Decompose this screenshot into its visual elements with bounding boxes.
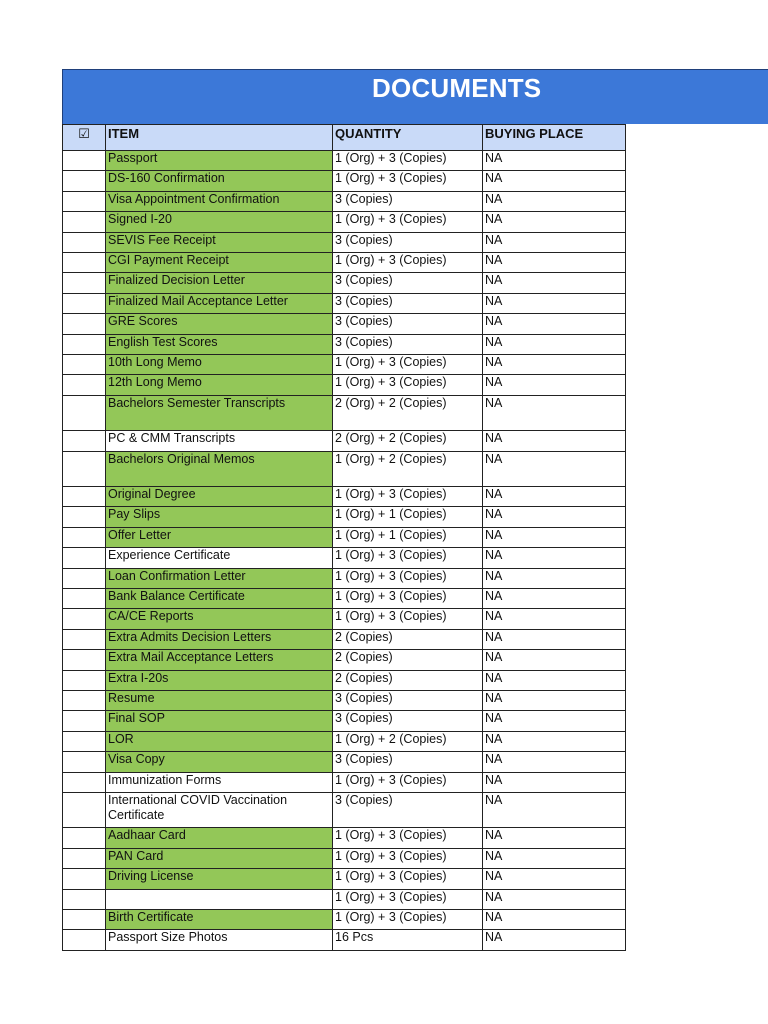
quantity-column-header: QUANTITY [333,125,483,151]
table-row [63,609,626,629]
item-cell: SEVIS Fee Receipt [106,232,333,252]
item-cell: Aadhaar Card [106,828,333,848]
checkbox-cell[interactable] [63,670,106,690]
item-cell: Original Degree [106,487,333,507]
quantity-cell: 1 (Org) + 3 (Copies) [333,889,483,909]
buying-place-cell: NA [483,889,626,909]
table-row [63,629,626,649]
checkbox-cell[interactable] [63,293,106,313]
checkbox-cell[interactable] [63,609,106,629]
buying-place-cell: NA [483,828,626,848]
quantity-cell: 2 (Org) + 2 (Copies) [333,395,483,431]
checkbox-cell[interactable] [63,930,106,950]
item-cell: Passport [106,151,333,171]
table-row [63,431,626,451]
buying-place-cell: NA [483,848,626,868]
buying-place-column-header: BUYING PLACE [483,125,626,151]
table-row [63,191,626,211]
item-cell: Extra I-20s [106,670,333,690]
item-cell: Birth Certificate [106,910,333,930]
checkbox-cell[interactable] [63,772,106,792]
item-cell: International COVID Vaccination Certificate [106,792,333,828]
item-column-header: ITEM [106,125,333,151]
checkbox-cell[interactable] [63,171,106,191]
buying-place-cell: NA [483,731,626,751]
item-cell: Visa Appointment Confirmation [106,191,333,211]
checkbox-cell[interactable] [63,792,106,828]
buying-place-cell: NA [483,930,626,950]
checkbox-cell[interactable] [63,395,106,431]
buying-place-cell: NA [483,711,626,731]
item-cell: LOR [106,731,333,751]
buying-place-cell: NA [483,431,626,451]
table-row [63,507,626,527]
item-cell: 12th Long Memo [106,375,333,395]
buying-place-cell: NA [483,527,626,547]
quantity-cell: 3 (Copies) [333,191,483,211]
item-cell: Bank Balance Certificate [106,589,333,609]
checkbox-cell[interactable] [63,375,106,395]
table-row [63,589,626,609]
table-row [63,395,626,431]
buying-place-cell: NA [483,252,626,272]
buying-place-cell: NA [483,568,626,588]
table-row [63,869,626,889]
table-row [63,212,626,232]
quantity-cell: 1 (Org) + 2 (Copies) [333,731,483,751]
buying-place-cell: NA [483,314,626,334]
quantity-cell: 1 (Org) + 3 (Copies) [333,910,483,930]
table-row [63,711,626,731]
checkbox-cell[interactable] [63,548,106,568]
checkbox-cell[interactable] [63,629,106,649]
item-cell: Offer Letter [106,527,333,547]
table-row [63,151,626,171]
table-row [63,451,626,487]
checkbox-cell[interactable] [63,589,106,609]
item-cell: Bachelors Original Memos [106,451,333,487]
buying-place-cell: NA [483,212,626,232]
item-cell: Experience Certificate [106,548,333,568]
table-row [63,650,626,670]
buying-place-cell: NA [483,151,626,171]
header-row [63,125,626,151]
buying-place-cell: NA [483,910,626,930]
checkbox-cell[interactable] [63,910,106,930]
quantity-cell: 1 (Org) + 3 (Copies) [333,171,483,191]
item-cell: 10th Long Memo [106,354,333,374]
checkbox-cell[interactable] [63,568,106,588]
table-row [63,334,626,354]
quantity-cell: 3 (Copies) [333,293,483,313]
quantity-cell: 1 (Org) + 3 (Copies) [333,548,483,568]
item-cell: PC & CMM Transcripts [106,431,333,451]
buying-place-cell: NA [483,548,626,568]
checkbox-header-icon: ☑ [63,125,106,151]
checkbox-cell[interactable] [63,507,106,527]
quantity-cell: 3 (Copies) [333,690,483,710]
table-row [63,670,626,690]
quantity-cell: 1 (Org) + 3 (Copies) [333,568,483,588]
buying-place-cell: NA [483,650,626,670]
table-row [63,293,626,313]
item-cell: Pay Slips [106,507,333,527]
quantity-cell: 3 (Copies) [333,752,483,772]
quantity-cell: 2 (Copies) [333,670,483,690]
buying-place-cell: NA [483,375,626,395]
buying-place-cell: NA [483,629,626,649]
table-row [63,930,626,950]
quantity-cell: 1 (Org) + 2 (Copies) [333,451,483,487]
table-row [63,690,626,710]
table-row [63,314,626,334]
item-cell: Immunization Forms [106,772,333,792]
item-cell: Driving License [106,869,333,889]
checkbox-cell[interactable] [63,752,106,772]
quantity-cell: 3 (Copies) [333,334,483,354]
table-row [63,792,626,828]
checkbox-cell[interactable] [63,191,106,211]
table-row [63,910,626,930]
checkbox-cell[interactable] [63,273,106,293]
table-row [63,252,626,272]
buying-place-cell: NA [483,273,626,293]
checkbox-cell[interactable] [63,711,106,731]
table-row [63,731,626,751]
quantity-cell: 2 (Copies) [333,629,483,649]
quantity-cell: 1 (Org) + 3 (Copies) [333,828,483,848]
item-cell: Extra Admits Decision Letters [106,629,333,649]
checkbox-cell[interactable] [63,232,106,252]
table-row [63,487,626,507]
quantity-cell: 2 (Org) + 2 (Copies) [333,431,483,451]
buying-place-cell: NA [483,690,626,710]
quantity-cell: 1 (Org) + 3 (Copies) [333,212,483,232]
quantity-cell: 1 (Org) + 3 (Copies) [333,848,483,868]
item-cell: Loan Confirmation Letter [106,568,333,588]
checkbox-cell[interactable] [63,650,106,670]
quantity-cell: 1 (Org) + 1 (Copies) [333,527,483,547]
quantity-cell: 1 (Org) + 3 (Copies) [333,354,483,374]
quantity-cell: 2 (Copies) [333,650,483,670]
checkbox-cell[interactable] [63,527,106,547]
table-row [63,568,626,588]
checkbox-cell[interactable] [63,690,106,710]
item-cell: Finalized Decision Letter [106,273,333,293]
quantity-cell: 16 Pcs [333,930,483,950]
table-row [63,232,626,252]
quantity-cell: 3 (Copies) [333,232,483,252]
item-cell: DS-160 Confirmation [106,171,333,191]
buying-place-cell: NA [483,354,626,374]
page-title: DOCUMENTS [372,73,542,103]
item-cell: Signed I-20 [106,212,333,232]
checkbox-cell[interactable] [63,869,106,889]
quantity-cell: 3 (Copies) [333,792,483,828]
item-cell: CGI Payment Receipt [106,252,333,272]
title-banner [62,69,768,124]
item-cell: English Test Scores [106,334,333,354]
table-row [63,848,626,868]
buying-place-cell: NA [483,670,626,690]
quantity-cell: 1 (Org) + 3 (Copies) [333,375,483,395]
checkbox-cell[interactable] [63,252,106,272]
buying-place-cell: NA [483,171,626,191]
table-row [63,527,626,547]
item-cell [106,889,333,909]
quantity-cell: 1 (Org) + 1 (Copies) [333,507,483,527]
table-body [63,151,626,951]
quantity-cell: 3 (Copies) [333,711,483,731]
item-cell: Visa Copy [106,752,333,772]
checkbox-cell[interactable] [63,451,106,487]
buying-place-cell: NA [483,589,626,609]
quantity-cell: 1 (Org) + 3 (Copies) [333,151,483,171]
quantity-cell: 1 (Org) + 3 (Copies) [333,589,483,609]
buying-place-cell: NA [483,293,626,313]
buying-place-cell: NA [483,752,626,772]
checkbox-cell[interactable] [63,731,106,751]
checkbox-cell[interactable] [63,431,106,451]
table-row [63,171,626,191]
buying-place-cell: NA [483,792,626,828]
quantity-cell: 1 (Org) + 3 (Copies) [333,869,483,889]
buying-place-cell: NA [483,395,626,431]
table-row [63,828,626,848]
buying-place-cell: NA [483,609,626,629]
quantity-cell: 1 (Org) + 3 (Copies) [333,772,483,792]
item-cell: Passport Size Photos [106,930,333,950]
quantity-cell: 1 (Org) + 3 (Copies) [333,252,483,272]
buying-place-cell: NA [483,869,626,889]
buying-place-cell: NA [483,232,626,252]
item-cell: Extra Mail Acceptance Letters [106,650,333,670]
table-row [63,375,626,395]
buying-place-cell: NA [483,191,626,211]
item-cell: GRE Scores [106,314,333,334]
item-cell: PAN Card [106,848,333,868]
quantity-cell: 1 (Org) + 3 (Copies) [333,609,483,629]
table-row [63,772,626,792]
checkbox-cell[interactable] [63,212,106,232]
table-row [63,354,626,374]
documents-table [62,124,626,951]
quantity-cell: 1 (Org) + 3 (Copies) [333,487,483,507]
item-cell: Bachelors Semester Transcripts [106,395,333,431]
buying-place-cell: NA [483,334,626,354]
quantity-cell: 3 (Copies) [333,314,483,334]
table-row [63,752,626,772]
buying-place-cell: NA [483,487,626,507]
item-cell: Finalized Mail Acceptance Letter [106,293,333,313]
item-cell: Resume [106,690,333,710]
checkbox-cell[interactable] [63,354,106,374]
buying-place-cell: NA [483,451,626,487]
buying-place-cell: NA [483,772,626,792]
checkbox-cell[interactable] [63,828,106,848]
item-cell: CA/CE Reports [106,609,333,629]
checkbox-cell[interactable] [63,889,106,909]
checkbox-cell[interactable] [63,314,106,334]
item-cell: Final SOP [106,711,333,731]
checkbox-cell[interactable] [63,848,106,868]
table-row [63,273,626,293]
checkbox-cell[interactable] [63,151,106,171]
buying-place-cell: NA [483,507,626,527]
checkbox-cell[interactable] [63,487,106,507]
quantity-cell: 3 (Copies) [333,273,483,293]
table-row [63,548,626,568]
table-row [63,889,626,909]
checkbox-cell[interactable] [63,334,106,354]
